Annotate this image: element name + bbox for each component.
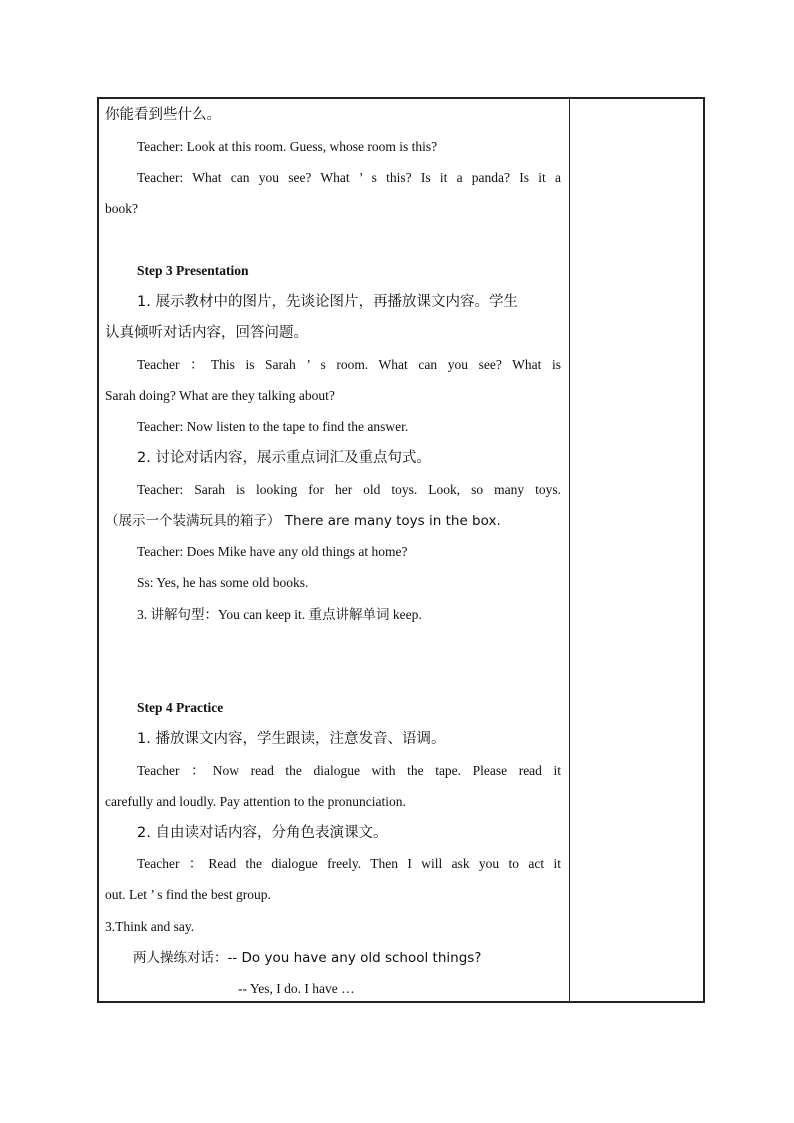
lesson-plan-table — [97, 97, 705, 1003]
text-line: 2. 自由读对话内容，分角色表演课文。 — [137, 825, 388, 841]
text-line: Teacher: Sarah is looking for her old toys. Look, so many toys. — [137, 482, 561, 497]
text-line: 1. 展示教材中的图片，先谈论图片，再播放课文内容。学生 — [137, 294, 518, 310]
section-heading: Step 4 Practice — [137, 700, 224, 715]
text-line: Teacher ：This is Sarah ’ s room. What can you see? What is — [137, 357, 561, 372]
text-line: Teacher: Does Mike have any old things at home? — [137, 544, 408, 559]
text-line: Teacher ：Read the dialogue freely. Then I will ask you to act it — [137, 856, 561, 871]
text-line: Teacher: Now listen to the tape to find the answer. — [137, 419, 409, 434]
section-heading: Step 3 Presentation — [137, 263, 249, 278]
text-line: 你能看到些什么。 — [105, 107, 221, 123]
text-line: 认真倾听对话内容，回答问题。 — [105, 325, 308, 341]
column-divider — [569, 99, 570, 1001]
text-line: Teacher ：Now read the dialogue with the tape. Please read it — [137, 763, 561, 778]
text-line: Teacher: Look at this room. Guess, whose room is this? — [137, 139, 438, 154]
text-line: out. Let ’ s find the best group. — [105, 887, 271, 902]
text-line: Teacher: What can you see? What ’ s this? Is it a panda? Is it a — [137, 170, 561, 185]
text-line: 3. 讲解句型：You can keep it. 重点讲解单词 keep. — [137, 607, 422, 622]
text-line: 2. 讨论对话内容，展示重点词汇及重点句式。 — [137, 450, 431, 466]
text-line: carefully and loudly. Pay attention to the pronunciation. — [105, 794, 406, 809]
text-line: Ss: Yes, he has some old books. — [137, 575, 309, 590]
text-line: -- Yes, I do. I have … — [238, 981, 355, 996]
text-line: 1. 播放课文内容，学生跟读，注意发音、语调。 — [137, 731, 446, 747]
text-line: Sarah doing? What are they talking about? — [105, 388, 335, 403]
text-line: book? — [105, 201, 138, 216]
text-line: （展示一个装满玩具的箱子） There are many toys in the box. — [105, 513, 501, 529]
text-line: 两人操练对话：-- Do you have any old school things? — [133, 950, 482, 966]
text-line: 3.Think and say. — [105, 919, 195, 934]
